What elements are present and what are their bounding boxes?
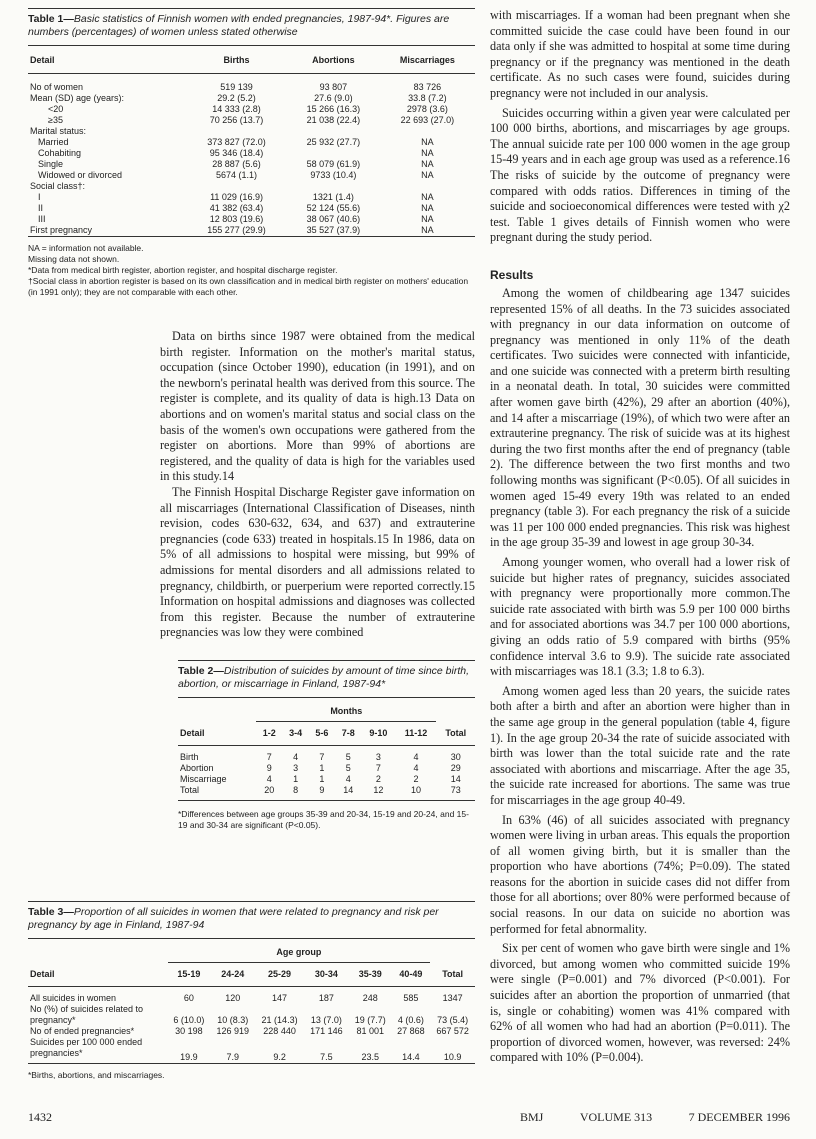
table-row — [28, 93, 475, 104]
cell-miscarriages: 2978 (3.6) — [406, 104, 448, 114]
table-cell: 7.5 — [320, 1052, 333, 1062]
cell-abortions — [287, 181, 380, 192]
table3-block — [28, 901, 475, 1081]
cell-births: 373 827 (72.0) — [207, 137, 266, 147]
table3-caption-label: Table 3— — [28, 906, 74, 918]
table-cell: 126 919 — [216, 1026, 249, 1036]
table-cell: 187 — [318, 993, 334, 1003]
row-label: III — [38, 214, 46, 224]
table3-header-4: 30-34 — [314, 969, 338, 979]
table3-header-1: 15-19 — [177, 969, 201, 979]
cell-miscarriages: 83 726 — [413, 82, 442, 92]
cell-miscarriages: NA — [421, 203, 434, 213]
table-cell: 2 — [413, 774, 419, 784]
right-paragraph-1: Suicides occurring within a given year were calculated per 100 000 births, abortions, and miscarriages by age groups. The annual suicide rate per 100 000 women in the age group 15-49 years and in each age group was used as a reference.16 The risks of suicide by the outcome of pregnancy were compared with odds ratios. Differences in timing of the suicide and socioeconomical differences were tested with χ2 test. Table 1 gives details of Finnish women who were pregnant during the study period. — [490, 105, 790, 245]
cell-births: 519 139 — [220, 82, 253, 92]
table-cell: 73 (5.4) — [437, 1015, 469, 1025]
table-cell: 19 (7.7) — [354, 1015, 386, 1025]
row-label: Cohabiting — [38, 148, 82, 158]
table-row — [28, 115, 475, 126]
cell-births: 95 346 (18.4) — [209, 148, 264, 158]
row-label: ≥35 — [48, 115, 63, 125]
table-row — [28, 104, 475, 115]
table1-note: †Social class in abortion register is based on its own classification and in medical birth register on mothers' education (in 1991 only); they are not comparable with each other. — [28, 276, 469, 297]
journal-name: BMJ — [520, 1110, 544, 1124]
cell-miscarriages: NA — [421, 225, 434, 235]
table-cell: 9.2 — [273, 1052, 286, 1062]
journal-footer — [520, 1110, 790, 1125]
table3-header-6: 40-49 — [399, 969, 423, 979]
table3 — [28, 938, 475, 1064]
table2-header-6: 11-12 — [404, 728, 428, 738]
table-cell: 20 — [264, 785, 275, 795]
table-row — [28, 987, 475, 1005]
table2-header-3: 5-6 — [315, 728, 329, 738]
cell-miscarriages: NA — [421, 137, 434, 147]
cell-births — [186, 126, 287, 137]
table1-note: Missing data not shown. — [28, 254, 120, 264]
table-cell: 120 — [225, 993, 241, 1003]
table2-group-header: Months — [256, 698, 436, 722]
table3-caption — [28, 906, 475, 932]
row-label: No of women — [30, 82, 84, 92]
table-row — [28, 137, 475, 148]
left-paragraph-1: Data on births since 1987 were obtained from the medical birth register. Information on the mother's marital status, occupation (since October 1990), education (in 1991), and on the newborn's perinatal health was derived from this source. The register is complete, and its quality of data is high.13 Data on abortions and on women's marital status and social class on the basis of the women's own occupations were gathered from the register on abortions. More than 99% of abortions are registered, and the quality of data is high for the variables used in this study.14 — [160, 329, 475, 484]
table2-header-0: Detail — [180, 727, 205, 738]
row-label: Suicides per 100 000 ended pregnancies* — [30, 1037, 143, 1058]
table-cell: 14.4 — [402, 1052, 420, 1062]
row-label: Abortion — [180, 763, 214, 773]
table-row — [28, 1004, 475, 1026]
table-cell: 7 — [319, 752, 325, 762]
left-paragraph-2: The Finnish Hospital Discharge Register gave information on all miscarriages (International Classification of Diseases, ninth revision, codes 630-632, 634, and 637) and extrauterine pregnancies (code 633) treated in hospitals.15 In 1986, data on 5% of all admissions to hospital were missing, but 99% of admissions for mental disorders and all admissions related to pregnancy, childbirth, or puerperium were reported correctly.15 Information on hospital admissions and diagnoses was collected from this register. Because the number of extrauterine pregnancies was low they were combined — [160, 484, 475, 640]
row-label: Total — [180, 785, 200, 795]
results-paragraph-4: In 63% (46) of all suicides associated with pregnancy women were living in urban areas. This equals the proportion of all women giving birth, but it is smaller than the proportion who have abortions (74%; P=0.09). The stated reasons for the abortion in suicide cases did not differ from those for all abortions; over 80% were performed because of social reasons. In our data on suicide no abortion was performed for fetal abnormality. — [490, 812, 790, 936]
results-heading: Results — [490, 267, 534, 282]
table-cell: 6 (10.0) — [173, 1015, 205, 1025]
table-cell: 1 — [293, 774, 299, 784]
table2-header-7: Total — [445, 727, 467, 738]
table2-caption-text: Distribution of suicides by amount of time since birth, abortion, or miscarriage in Finland, 1987-94* — [178, 665, 470, 690]
table1-header-births: Births — [223, 55, 250, 65]
table-cell: 10.9 — [443, 1052, 462, 1062]
cell-miscarriages: 22 693 (27.0) — [400, 115, 455, 125]
cell-births: 28 887 (5.6) — [212, 159, 261, 169]
table-cell: 2 — [375, 774, 381, 784]
row-label: No of ended pregnancies* — [30, 1026, 135, 1036]
table1-note: *Data from medical birth register, abortion register, and hospital discharge register. — [28, 265, 338, 275]
table-row — [28, 214, 475, 225]
cell-miscarriages: NA — [421, 148, 434, 158]
left-body-text — [160, 329, 475, 641]
table-row — [28, 74, 475, 94]
cell-abortions: 27.6 (9.0) — [314, 93, 353, 103]
table-cell: 585 — [403, 993, 419, 1003]
table-row — [28, 1026, 475, 1037]
table-cell: 9 — [266, 763, 272, 773]
table1-notes — [28, 243, 475, 298]
journal-date: 7 DECEMBER 1996 — [688, 1110, 790, 1124]
cell-abortions: 93 807 — [319, 82, 348, 92]
table-cell: 29 — [450, 763, 461, 773]
cell-abortions: 35 527 (37.9) — [306, 225, 361, 235]
table-cell: 1347 — [442, 993, 463, 1003]
table2-caption-label: Table 2— — [178, 665, 224, 677]
table2-header-5: 9-10 — [369, 728, 388, 738]
table-cell: 9 — [319, 785, 325, 795]
cell-births: 29.2 (5.2) — [217, 93, 256, 103]
table2-block — [178, 660, 475, 831]
right-body-text — [490, 8, 790, 1066]
table3-header-7: Total — [442, 968, 464, 979]
table-row — [28, 170, 475, 181]
row-label: Single — [38, 159, 64, 169]
table-cell: 10 (8.3) — [217, 1015, 249, 1025]
table2-note: *Differences between age groups 35-39 and 20-34, 15-19 and 20-24, and 15-19 and 30-34 are significant (P<0.05). — [178, 809, 469, 830]
table-cell: 7 — [375, 763, 381, 773]
table-cell: 5 — [345, 763, 351, 773]
table-cell: 667 572 — [436, 1026, 469, 1036]
table1-header-abortions: Abortions — [312, 55, 355, 65]
table-row — [178, 785, 475, 801]
table-cell: 4 — [293, 752, 299, 762]
row-label: No (%) of suicides related to pregnancy* — [30, 1004, 144, 1025]
row-label: Mean (SD) age (years): — [30, 93, 125, 103]
table3-group-header: Age group — [168, 939, 431, 963]
table-cell: 30 198 — [175, 1026, 203, 1036]
row-label: Birth — [180, 752, 199, 762]
cell-births: 5674 (1.1) — [216, 170, 258, 180]
table-cell: 3 — [293, 763, 299, 773]
table2 — [178, 697, 475, 801]
table-row — [178, 763, 475, 774]
table-cell: 10 — [410, 785, 421, 795]
cell-miscarriages: NA — [421, 192, 434, 202]
cell-miscarriages: 33.8 (7.2) — [408, 93, 447, 103]
table3-caption-text: Proportion of all suicides in women that were related to pregnancy and risk per pregnancy by age in Finland, 1987-94 — [28, 906, 439, 931]
row-label: Social class†: — [30, 181, 86, 191]
table-cell: 5 — [345, 752, 351, 762]
cell-abortions: 21 038 (22.4) — [306, 115, 361, 125]
cell-miscarriages: NA — [421, 214, 434, 224]
cell-abortions: 1321 (1.4) — [312, 192, 354, 202]
table-row — [28, 1037, 475, 1064]
table-cell: 21 (14.3) — [261, 1015, 298, 1025]
cell-miscarriages: NA — [421, 170, 434, 180]
row-label: All suicides in women — [30, 993, 117, 1003]
table-cell: 248 — [362, 993, 378, 1003]
table3-header-2: 24-24 — [221, 969, 245, 979]
table-cell: 81 001 — [356, 1026, 384, 1036]
table-cell: 4 — [413, 752, 419, 762]
table1-caption-text: Basic statistics of Finnish women with ended pregnancies, 1987-94*. Figures are numbers (percentages) of women unless stated otherwise — [28, 13, 450, 38]
table1-caption — [28, 13, 475, 39]
cell-miscarriages — [380, 126, 475, 137]
row-label: I — [38, 192, 41, 202]
table-cell: 4 — [266, 774, 272, 784]
table-row — [178, 774, 475, 785]
table-row — [28, 148, 475, 159]
cell-births: 155 277 (29.9) — [207, 225, 266, 235]
table-cell: 7.9 — [226, 1052, 239, 1062]
table-cell: 12 — [373, 785, 384, 795]
row-label: Widowed or divorced — [38, 170, 123, 180]
table1 — [28, 45, 475, 237]
table-cell: 4 — [413, 763, 419, 773]
table-cell: 14 — [450, 774, 461, 784]
table-cell: 171 146 — [310, 1026, 343, 1036]
table-row — [28, 126, 475, 137]
table-cell: 228 440 — [263, 1026, 296, 1036]
page-number: 1432 — [28, 1110, 52, 1124]
table-cell: 14 — [343, 785, 354, 795]
row-label: Marital status: — [30, 126, 87, 136]
row-label: First pregnancy — [30, 225, 93, 235]
cell-miscarriages — [380, 181, 475, 192]
cell-abortions: 58 079 (61.9) — [306, 159, 361, 169]
table3-header-5: 35-39 — [358, 969, 382, 979]
table-cell: 8 — [293, 785, 299, 795]
cell-miscarriages: NA — [421, 159, 434, 169]
table1-block — [28, 8, 475, 298]
table-cell: 13 (7.0) — [310, 1015, 342, 1025]
results-paragraph-5: Six per cent of women who gave birth were single and 1% divorced, but among women who committed suicide 19% were single (P=0.001) and 7% divorced (P<0.001). For suicides after an abortion the proportion of unmarried (that is, single or cohabiting) women was 41% compared with 62% of all women who had had an abortion (P=0.011). The proportion of divorced women, however, was reversed: 24% compared with 10% (P=0.004). — [490, 941, 790, 1065]
journal-volume: VOLUME 313 — [579, 1110, 653, 1124]
table2-header-1: 1-2 — [262, 728, 276, 738]
row-label: Married — [38, 137, 69, 147]
table-row — [28, 159, 475, 170]
cell-births: 41 382 (63.4) — [209, 203, 264, 213]
table-row — [178, 746, 475, 764]
table3-header-3: 25-29 — [268, 969, 292, 979]
row-label: <20 — [48, 104, 64, 114]
table-cell: 19.9 — [180, 1052, 198, 1062]
table1-header-detail: Detail — [30, 55, 55, 65]
cell-abortions: 25 932 (27.7) — [306, 137, 361, 147]
table-cell: 23.5 — [361, 1052, 379, 1062]
table1-note: NA = information not available. — [28, 243, 144, 253]
table2-caption — [178, 665, 475, 691]
table-cell: 7 — [266, 752, 272, 762]
table-row — [28, 225, 475, 237]
right-paragraph-0: with miscarriages. If a woman had been pregnant when she committed suicide the case could have been found in our data only if she was admitted to hospital at some time during pregnancy or if the pregnancy was mentioned in the death certificate. As no such cases were found, suicides during pregnancy were not included in our analysis. — [490, 8, 790, 100]
table-cell: 3 — [375, 752, 381, 762]
table-cell: 4 (0.6) — [397, 1015, 424, 1025]
results-paragraph-1: Among the women of childbearing age 1347 suicides represented 15% of all deaths. In the 73 suicides associated with pregnancy in our data information on outcome of pregnancy was mentioned in only 11% of the death certificates. Two suicides were connected with infanticide, and one suicide was connected with a preterm birth resulting in a neonatal death. In total, 30 suicides were committed after women gave birth (42%), 29 after an abortion (40%), and 14 after a miscarriage (19%), of which two were after an extrauterine pregnancy. The risk of suicide was at its highest during the two first months after the end of pregnancy (table 2). The difference between the two first months and two following months was significant (P<0.05). Of all suicides in women aged 15-49 every 19th was related to an ended pregnancy (table 3). For each pregnancy the risk of a suicide was 11 per 100 000 ended pregnancies. This risk was highest in the age group 35-39 and lowest in age group 30-34. — [490, 285, 790, 550]
row-label: Miscarriage — [180, 774, 227, 784]
table1-caption-label: Table 1— — [28, 13, 74, 25]
table-row — [28, 192, 475, 203]
table1-header-miscarriages: Miscarriages — [399, 55, 455, 65]
cell-abortions: 9733 (10.4) — [310, 170, 357, 180]
table-cell: 1 — [319, 774, 325, 784]
cell-births — [186, 181, 287, 192]
cell-births: 14 333 (2.8) — [212, 104, 261, 114]
table-cell: 4 — [345, 774, 351, 784]
table2-header-4: 7-8 — [341, 728, 355, 738]
table3-header-0: Detail — [30, 968, 55, 979]
table-row — [28, 203, 475, 214]
cell-abortions — [287, 148, 380, 159]
table-cell: 27 868 — [397, 1026, 425, 1036]
table-cell: 73 — [450, 785, 461, 795]
cell-abortions — [287, 126, 380, 137]
table-cell: 1 — [319, 763, 325, 773]
table-cell: 30 — [450, 752, 461, 762]
row-label: II — [38, 203, 44, 213]
table2-header-2: 3-4 — [289, 728, 303, 738]
table-cell: 147 — [272, 993, 288, 1003]
table-row — [28, 181, 475, 192]
table3-note: *Births, abortions, and miscarriages. — [28, 1070, 165, 1080]
cell-births: 12 803 (19.6) — [209, 214, 264, 224]
cell-abortions: 52 124 (55.6) — [306, 203, 361, 213]
results-paragraph-3: Among women aged less than 20 years, the suicide rates both after a birth and after an abortion were higher than in the same age group in the general population (table 4, figure 1). In the age group 20-34 the rate of suicide associated with birth was lower than the total suicide rate and the rate associated with abortions and miscarriage. After the age 35, the suicide rate increased for abortions. The same was true for miscarriages in the age group 40-49. — [490, 683, 790, 807]
cell-abortions: 15 266 (16.3) — [306, 104, 361, 114]
cell-abortions: 38 067 (40.6) — [306, 214, 361, 224]
cell-births: 70 256 (13.7) — [209, 115, 264, 125]
cell-births: 11 029 (16.9) — [210, 192, 263, 202]
results-paragraph-2: Among younger women, who overall had a lower risk of suicide but higher rates of pregnancy, suicides associated with pregnancy were proportionally more common.The suicide rate associated with birth was 5.9 per 100 000 births and for associated abortions was 34.7 per 100 000 abortions, giving an odds ratio of 5.9 compared with births (95% confidence interval 3.6 to 9.9). The suicide rate associated with miscarriages was 18.1 (3.3; 1.8 to 6.3). — [490, 555, 790, 679]
table-cell: 60 — [183, 993, 194, 1003]
